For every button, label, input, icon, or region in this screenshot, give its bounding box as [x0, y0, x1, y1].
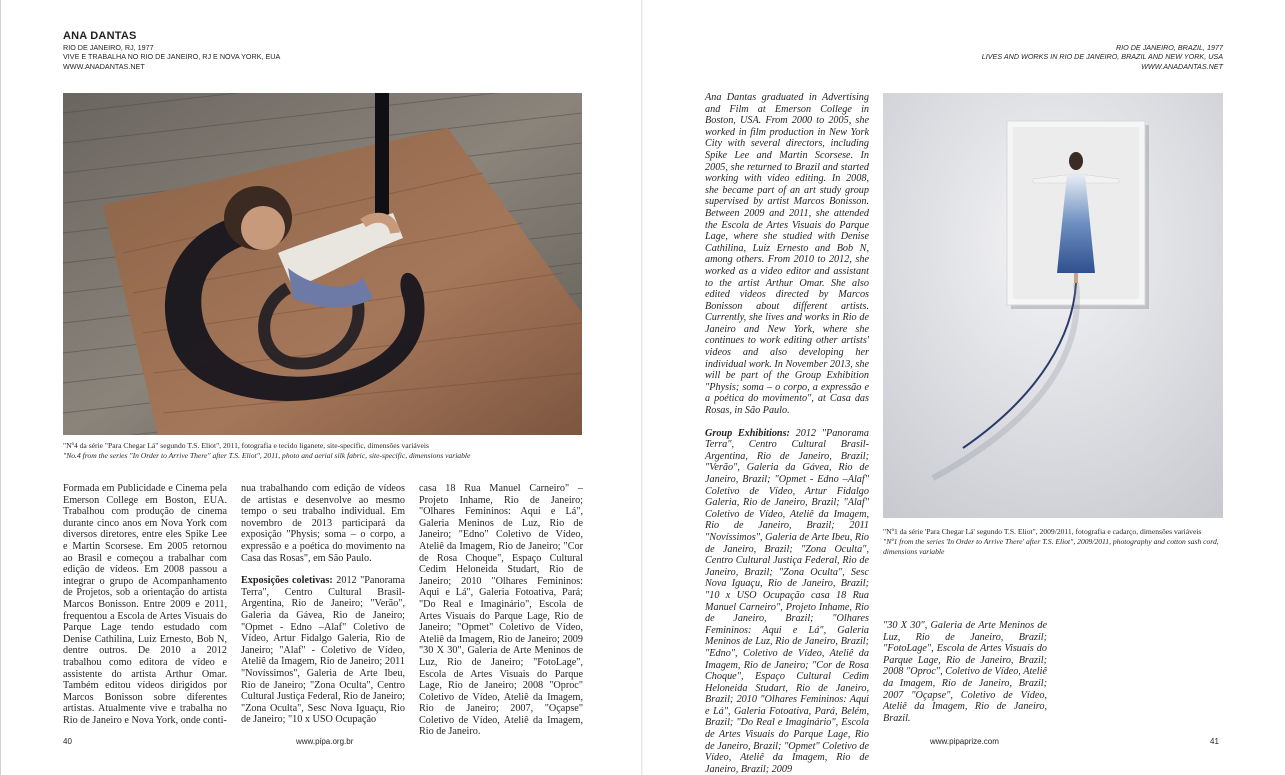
- left-footer-url[interactable]: www.pipa.org.br: [296, 737, 354, 746]
- right-photo-caption: [883, 527, 1243, 557]
- left-photo-caption: [63, 441, 603, 461]
- right-page-number: 41: [1210, 737, 1219, 746]
- artwork-photo-wall: [883, 93, 1223, 518]
- bio-pt-column-2: [241, 483, 405, 726]
- exhibitions-pt-label: Exposições coletivas:: [241, 575, 333, 587]
- right-page: [643, 0, 1285, 775]
- exhibitions-pt-text: 2012 "Panorama Terra", Centro Cultural Brasil-Argentina, Rio de Janeiro; "Verão", Galeria da Gávea, Rio de Janeiro; "Opmet - Edno –Alaf" Coletivo de Vídeo, Artur Fidalgo Galeria, Rio de Janeiro; "Alaf" - Coletivo de Vídeo, Ateliê da Imagem, Rio de Janeiro; 2011 "Novíssimos", Galeria de Arte Ibeu, Rio de Janeiro; "Zona Oculta", Centro Cultural Justiça Federal, Rio de Janeiro; "Zona Oculta", Sesc Nova Iguaçu, Rio de Janeiro; "10 x USO Ocupação: [241, 575, 405, 726]
- artist-origin-en: RIO DE JANEIRO, BRAZIL, 1977: [1115, 43, 1223, 52]
- left-page: [0, 0, 642, 775]
- exhibitions-en-continuation: "30 X 30", Galeria de Arte Meninos de Luz, Rio de Janeiro, Brazil; "FotoLage", Escola de Artes Visuais do Parque Lage, Rio de Janeiro, Brazil; 2008 "Oproc", Coletivo de Vídeo, Ateliê da Imagem, Rio de Janeiro, Brazil; 2007 "Oçapse", Coletivo de Vídeo, Ateliê da Imagem, Rio de Janeiro, Brazil.: [883, 620, 1047, 724]
- artist-name: ANA DANTAS: [63, 30, 137, 42]
- artist-residence-en: LIVES AND WORKS IN RIO DE JANEIRO, BRAZIL AND NEW YORK, USA: [981, 52, 1223, 61]
- bio-pt-continuation: nua trabalhando com edição de vídeos de artistas e desenvolve ao mesmo tempo o seu trabalho individual. Em novembro de 2013 participará da exposição "Physis; soma – o corpo, a expressão e a poética do movimento na Casa das Rosas", em São Paulo.: [241, 483, 405, 564]
- right-footer-url[interactable]: www.pipaprize.com: [930, 737, 999, 746]
- left-caption-pt: "Nº4 da série "Para Chegar Lá" segundo T.S. Eliot", 2011, fotografia e tecido liganete, site-specific, dimensões variáveis: [63, 441, 429, 450]
- artist-origin: RIO DE JANEIRO, RJ, 1977: [63, 43, 154, 52]
- right-caption-en: "Nº1 from the series 'In Order to Arrive There' after T.S. Eliot", 2009/2011, photography and cotton sash cord, dimensions variable: [883, 537, 1219, 556]
- bio-pt-column-3: [419, 483, 583, 738]
- bio-en-column-1: [705, 92, 869, 775]
- artist-website-en[interactable]: WWW.ANADANTAS.NET: [1141, 62, 1223, 71]
- left-page-number: 40: [63, 737, 72, 746]
- right-caption-pt: "Nº1 da série 'Para Chegar Lá' segundo T.S. Eliot", 2009/2011, fotografia e cadarço, dimensões variáveis: [883, 527, 1202, 536]
- exhibitions-en-label: Group Exhibitions:: [705, 427, 790, 439]
- bio-en-column-2: [883, 620, 1047, 724]
- exhibitions-en-text: 2012 "Panorama Terra", Centro Cultural Brasil-Argentina, Rio de Janeiro, Brazil; "Verão", Galeria da Gávea, Rio de Janeiro, Brazil; "Opmet - Edno –Alaf" Coletivo de Vídeo, Artur Fidalgo Galeria, Rio de Janeiro, Brazil; "Alaf" Coletivo de Vídeo, Ateliê da Imagem, Rio de Janeiro, Brazil; 2011 "Novíssimos", Galeria de Arte Ibeu, Rio de Janeiro, Brazil; "Zona Oculta", Centro Cultural Justiça Federal, Rio de Janeiro, Brazil; "Zona Oculta", Sesc Nova Iguaçu, Rio de Janeiro, Brazil; "10 x USO Ocupação casa 18 Rua Manuel Carneiro", Projeto Inhame, Rio de Janeiro, Brazil; "Olhares Femininos: Aqui e Lá", Galeria Meninos de Luz, Rio de Janeiro, Brazil; "Edno", Coletivo de Vídeo, Ateliê da Imagem, Rio de Janeiro; "Cor de Rosa Choque", Espaço Cultural Cedim Heloneida Studart, Rio de Janeiro, Brazil; 2010 "Olhares Femininos: Aqui e Lá", Galeria Fotoativa, Pará, Belém, Brazil; "Do Real e Imaginário", Escola de Artes Visuais do Parque Lage, Rio de Janeiro, Brazil; "Opmet" Coletivo de Vídeo, Ateliê da Imagem, Rio de Janeiro, Brazil; 2009: [705, 427, 869, 775]
- exhibitions-pt-continuation: casa 18 Rua Manuel Carneiro" – Projeto Inhame, Rio de Janeiro; "Olhares Femininos: Aqui e Lá", Galeria Meninos de Luz, Rio de Janeiro; "Edno" Coletivo de Vídeo, Ateliê da Imagem, Rio de Janeiro; "Cor de Rosa Choque", Espaço Cultural Cedim Heloneida Studart, Rio de Janeiro; 2010 "Olhares Femininos: Aqui e Lá", Galeria Fotoativa, Pará; "Do Real e Imaginário", Escola de Artes Visuais do Parque Lage, Rio de Janeiro; "Opmet" Coletivo de Vídeo, Ateliê da Imagem, Rio de Janeiro; 2009 "30 X 30", Galeria de Arte Meninos de Luz, Rio de Janeiro; "FotoLage", Escola de Artes Visuais do Parque Lage, Rio de Janeiro; 2008 "Oproc" Coletivo de Vídeo, Ateliê da Imagem, Rio de Janeiro; 2007, "Oçapse" Coletivo de Vídeo, Ateliê da Imagem, Rio de Janeiro.: [419, 483, 583, 738]
- left-caption-en: "No.4 from the series "In Order to Arrive There" after T.S. Eliot", 2011, photo and aerial silk fabric, site-specific, dimensions variable: [63, 451, 471, 460]
- bio-pt-paragraph: Formada em Publicidade e Cinema pela Emerson College em Boston, EUA. Trabalhou com produção de cinema durante cinco anos em Nova York com diversos diretores, entre eles Spike Lee e Martin Scorsese. Em 2005 retornou ao Brasil e começou a trabalhar com edição de vídeos. Em 2008 passou a integrar o grupo de Acompanhamento de Projetos, sob a orientação do artista Marcos Bonisson. Entre 2009 e 2011, frequentou a Escola de Artes Visuais do Parque Lage tendo estudado com Denise Cathilina, Luiz Ernesto, Bob N, dentre outros. De 2010 a 2012 trabalhou como editora de vídeo e assistente do artista Arthur Omar. Também editou vídeos dirigidos por Marcos Bonisson sobre diferentes artistas. Atualmente vive e trabalha no Rio de Janeiro e Nova York, onde conti-: [63, 483, 227, 726]
- exhibitions-pt-start: [241, 575, 405, 726]
- bio-en-paragraph: Ana Dantas graduated in Advertising and Film at Emerson College in Boston, USA. From 2000 to 2005, she worked in film production in New York City with several directors, including Spike Lee and Martin Scorsese. In 2005, she returned to Brazil and started working with video editing. In 2008, she became part of an art study group supervised by artist Marcos Bonisson. Between 2009 and 2011, she attended the Escola de Artes Visuais do Parque Lage, where she studied with Denise Cathilina, Luiz Ernesto and Bob N, among others. From 2010 to 2012, she worked as a video editor and assistant to the artist Arthur Omar. She also edited videos directed by Marcos Bonisson about different artists. Currently, she lives and works in Rio de Janeiro and New York, where she continues to work editing other artists' videos and also developing her individual work. In November 2013, she will be part of the Group Exhibition "Physis; soma – o corpo, a expressão e a poética do movimento", at Casa das Rosas, in São Paulo.: [705, 92, 869, 417]
- artist-residence: VIVE E TRABALHA NO RIO DE JANEIRO, RJ E NOVA YORK, EUA: [63, 52, 281, 61]
- artwork-photo-floor-image: [63, 93, 582, 435]
- bio-pt-column-1: [63, 483, 227, 726]
- artist-website[interactable]: WWW.ANADANTAS.NET: [63, 62, 145, 71]
- artwork-photo-wall-image: [883, 93, 1223, 518]
- artwork-photo-floor: [63, 93, 582, 435]
- exhibitions-en-start: [705, 428, 869, 775]
